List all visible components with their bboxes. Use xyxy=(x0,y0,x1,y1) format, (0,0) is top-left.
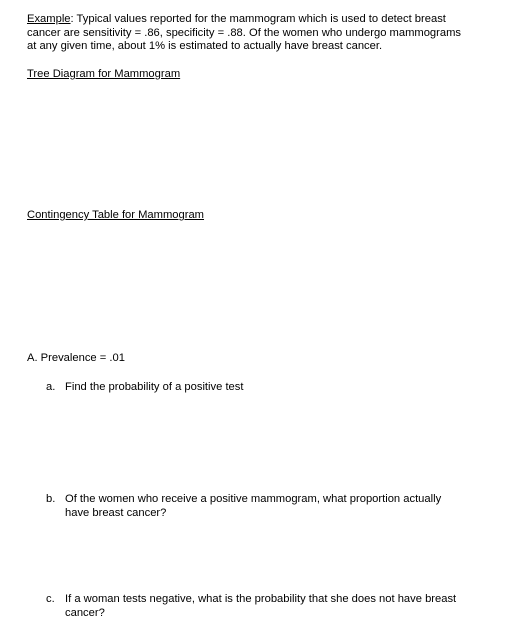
example-line-2: cancer are sensitivity = .86, specificity = .88. Of the women who undergo mammograms xyxy=(27,26,462,39)
question-c xyxy=(46,593,486,620)
example-line-3: at any given time, about 1% is estimated to actually have breast cancer. xyxy=(27,40,383,52)
question-c-letter: c. xyxy=(46,593,55,605)
part-a-prevalence: A. Prevalence = .01 xyxy=(27,352,125,364)
example-paragraph xyxy=(27,13,507,54)
question-a-letter: a. xyxy=(46,381,56,393)
question-c-text-line-1: If a woman tests negative, what is the probability that she does not have breast xyxy=(65,593,457,605)
example-line-1 xyxy=(27,13,507,27)
tree-diagram-heading: Tree Diagram for Mammogram xyxy=(27,68,181,80)
question-b-letter: b. xyxy=(46,493,56,505)
question-b xyxy=(46,493,476,520)
question-c-text-line-2: cancer? xyxy=(65,606,105,619)
question-a-text-line-1: Find the probability of a positive test xyxy=(65,381,244,393)
contingency-table-heading: Contingency Table for Mammogram xyxy=(27,209,205,221)
example-label: Example xyxy=(27,13,71,25)
example-intro-text: : Typical values reported for the mammogram which is used to detect breast xyxy=(70,13,446,25)
question-b-text-line-1: Of the women who receive a positive mammogram, what proportion actually xyxy=(65,493,442,505)
question-b-text-line-2: have breast cancer? xyxy=(65,506,167,519)
question-a xyxy=(46,381,486,395)
